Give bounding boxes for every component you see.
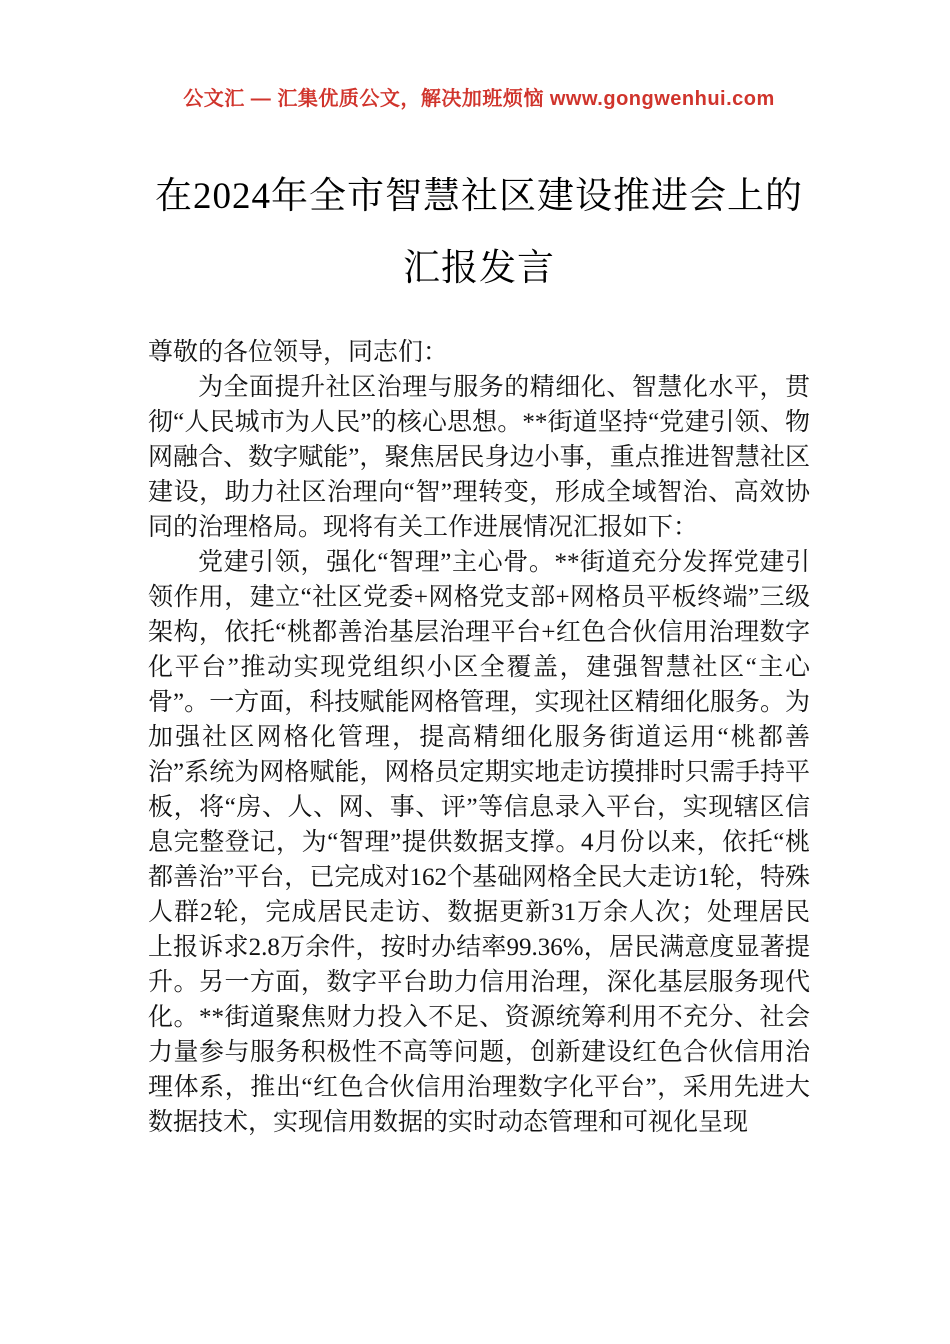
paragraph-party-building: 党建引领，强化“智理”主心骨。**街道充分发挥党建引领作用，建立“社区党委+网格党支部+网格员平板终端”三级架构，依托“桃都善治基层治理平台+红色合伙信用治理数字化平台”推动实现党组织小区全覆盖，建强智慧社区“主心骨”。一方面，科技赋能网格管理，实现社区精细化服务。为加强社区网格化管理，提高精细化服务街道运用“桃都善治”系统为网格赋能，网格员定期实地走访摸排时只需手持平板，将“房、人、网、事、评”等信息录入平台，实现辖区信息完整登记，为“智理”提供数据支撑。4月份以来，依托“桃都善治”平台，已完成对162个基础网格全民大走访1轮，特殊人群2轮，完成居民走访、数据更新31万余人次；处理居民上报诉求2.8万余件，按时办结率99.36%，居民满意度显著提升。另一方面，数字平台助力信用治理，深化基层服务现代化。**街道聚焦财力投入不足、资源统筹利用不充分、社会力量参与服务积极性不高等问题，创新建设红色合伙信用治理体系，推出“红色合伙信用治理数字化平台”，采用先进大数据技术，实现信用数据的实时动态管理和可视化呈现 [148, 549, 810, 1137]
paragraph-introduction: 为全面提升社区治理与服务的精细化、智慧化水平，贯彻“人民城市为人民”的核心思想。**街道坚持“党建引领、物网融合、数字赋能”，聚焦居民身边小事，重点推进智慧社区建设，助力社区治理向“智”理转变，形成全域智治、高效协同的治理格局。现将有关工作进展情况汇报如下： [148, 374, 810, 542]
promo-text: 公文汇 — 汇集优质公文，解决加班烦恼 www.gongwenhui.com [183, 88, 775, 110]
site-promo-banner [148, 0, 810, 111]
salutation-line: 尊敬的各位领导，同志们： [148, 339, 449, 367]
document-title: 在2024年全市智慧社区建设推进会上的汇报发言 [155, 176, 803, 290]
document-body [148, 335, 810, 1140]
